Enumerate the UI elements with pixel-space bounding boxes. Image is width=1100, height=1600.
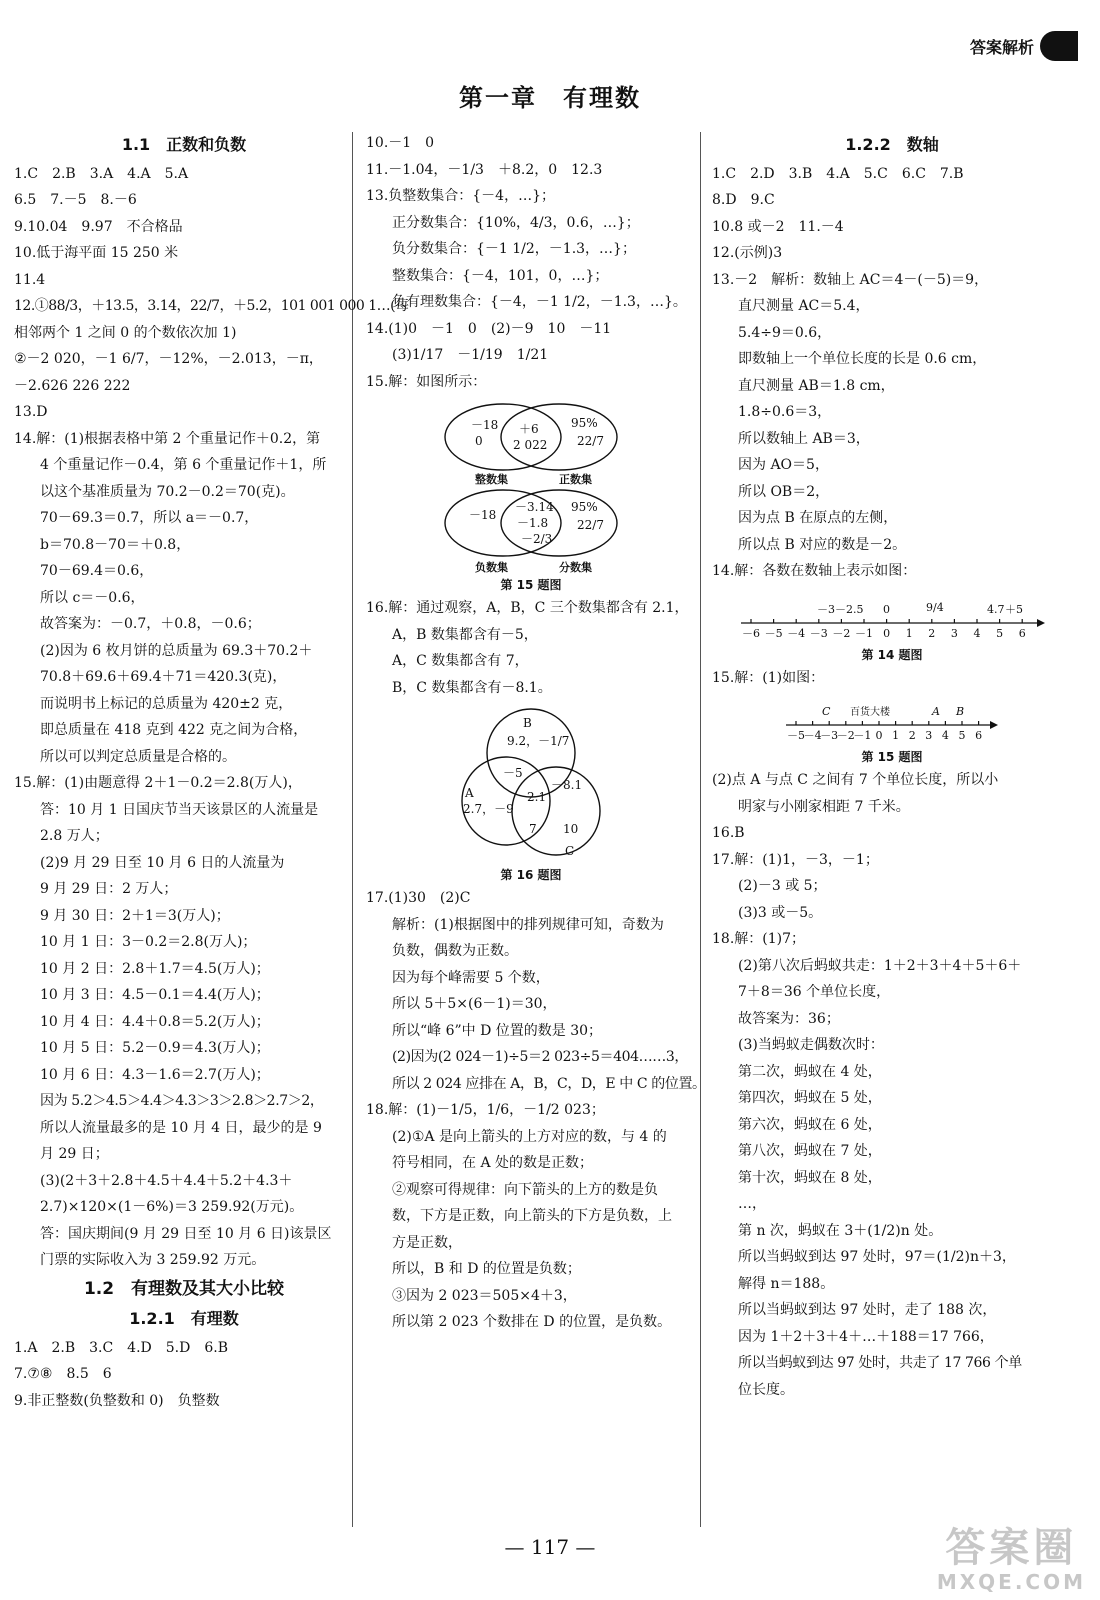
answer-line: 所以可以判定总质量是合格的。 [40,748,236,765]
answer-line: 15.解：如图所示： [366,373,487,390]
answer-line: 16.B [712,825,745,841]
venn3-b-only: 9.2，－1/7 [507,734,570,748]
answer-line: 解得 n＝188。 [738,1275,835,1292]
answer-line: 13.负整数集合：{－4，…}； [366,188,555,204]
figure-caption-15: 第 15 题图 [500,578,562,592]
axis-tick-label: 2 [908,729,916,742]
answer-line: 即数轴上一个单位长度的长是 0.6 cm， [738,351,987,367]
chapter-title: 第一章 有理数 [459,84,641,112]
answer-line: 第二次，蚂蚁在 4 处， [738,1063,882,1080]
answer-line: 2.8 万人； [40,828,109,844]
answer-line: 2.7)×120×(1－6%)＝3 259.92(万元)。 [40,1199,304,1215]
nl14-mark: 4.7 [987,602,1005,616]
answer-line: 15.解：(1)如图： [712,669,825,686]
answer-line: 所以当蚂蚁到达 97 处时，共走了 17 766 个单 [738,1355,1022,1371]
nl15-point-c: C [822,705,831,718]
venn3-abc: 2.1 [527,790,547,804]
venn3-c-only: 10 [563,822,579,836]
answer-line: 明家与小刚家相距 7 千米。 [738,798,910,815]
answer-line: 相邻两个 1 之间 0 的个数依次加 1) [14,324,237,341]
answer-line: 数，下方是正数，向上箭头的下方是负数，上 [392,1208,672,1224]
answer-line: 8.D 9.C [712,192,775,208]
venn1-label-left: 整数集 [475,473,508,486]
answer-line: 1.C 2.D 3.B 4.A 5.C 6.C 7.B [712,165,964,182]
axis-tick-label: －5 [787,729,805,742]
figure-caption-16: 第 16 题图 [500,868,562,882]
venn2-middle-value: －3.14 [515,500,554,514]
venn2-label-left: 负数集 [475,561,508,574]
answer-line: 9 月 30 日：2＋1＝3(万人)； [40,907,230,924]
answer-line: (2)－3 或 5； [738,878,827,894]
answer-line: 17.解：(1)1，－3，－1； [712,851,879,868]
answer-line: 9.非正整数(负整数和 0) 负整数 [14,1392,220,1409]
answer-line: A，C 数集都含有 7， [392,653,529,669]
axis-tick-label: 3 [925,729,933,742]
axis-tick-label: 1 [905,626,913,640]
answer-line: 18.解：(1)－1/5，1/6，－1/2 023； [366,1102,605,1118]
answer-line: 所以点 B 对应的数是－2。 [738,536,907,553]
venn2-label-right: 分数集 [559,561,592,574]
answer-line: 12.(示例)3 [712,245,783,261]
answer-line: 故答案为：36； [738,1010,840,1027]
nl15-point-a: A [932,705,940,718]
answer-line: 9.10.04 9.97 不合格品 [14,218,183,235]
axis-tick-label: －4 [787,626,806,640]
answer-line: 70－69.3＝0.7，所以 a＝－0.7， [40,510,259,526]
axis-tick-label: －5 [764,626,783,640]
answer-line: (2)点 A 与点 C 之间有 7 个单位长度，所以小 [712,772,999,788]
figure-caption-14: 第 14 题图 [861,647,923,662]
venn1-left-value: 0 [475,434,483,448]
axis-tick-label: 6 [975,729,983,742]
answer-line: …， [738,1196,766,1212]
watermark-logo [937,1526,1086,1594]
answer-line: 而说明书上标记的总质量为 420±2 克， [40,695,293,712]
answer-line: 第六次，蚂蚁在 6 处， [738,1116,882,1133]
answer-line: 第四次，蚂蚁在 5 处， [738,1090,882,1106]
axis-tick-label: －2 [836,729,855,742]
venn3-bc: －8.1 [551,778,583,792]
answer-line: 即总质量在 418 克到 422 克之间为合格， [40,722,308,738]
header-tab-mark [1040,31,1078,61]
answer-line: 11.4 [14,271,46,288]
running-header [970,30,1078,62]
axis-tick-label: 0 [883,626,891,640]
answer-line: 7＋8＝36 个单位长度， [738,984,891,1000]
answer-line: 负有理数集合：{－4，－1 1/2，－1.3，…}。 [392,294,687,310]
answer-line: 10 月 1 日：3－0.2＝2.8(万人)； [40,934,257,950]
section-heading-1-2-1: 1.2.1 有理数 [129,1309,239,1328]
answer-line: 因为 AO＝5， [738,457,829,473]
answer-line: 13.D [14,404,48,420]
answer-line: (2)因为(2 024－1)÷5＝2 023÷5＝404……3， [392,1049,688,1065]
answer-line: 符号相同，在 A 处的数是正数； [392,1155,594,1171]
column-3 [712,130,1072,1403]
header-label: 答案解析 [969,37,1034,57]
answer-line: 10 月 6 日：4.3－1.6＝2.7(万人)； [40,1066,270,1083]
answer-line: 14.(1)0 －1 0 (2)－9 10 －11 [366,320,612,337]
answer-line: 所以人流量最多的是 10 月 4 日，最少的是 9 [40,1119,322,1136]
axis-tick-label: －4 [803,729,822,742]
column-divider-2 [700,132,701,1527]
answer-line: 10 月 2 日：2.8＋1.7＝4.5(万人)； [40,960,270,977]
section-heading-1-2: 1.2 有理数及其大小比较 [83,1278,285,1299]
answer-line: 方是正数， [392,1234,462,1251]
figure-caption-15b: 第 15 题图 [861,750,923,764]
col1-answers [14,161,409,1274]
answer-line: 第八次，蚂蚁在 7 处， [738,1143,882,1159]
answer-line: 所以 2 024 应排在 A，B，C，D，E 中 C 的位置。 [392,1075,706,1092]
venn1-middle-value: ＋6 [519,422,539,436]
answer-line: 直尺测量 AB＝1.8 cm， [738,377,895,394]
answer-line: 答：10 月 1 日国庆节当天该景区的人流量是 [40,801,319,818]
venn-diagram-15 [441,399,621,575]
axis-tick-label: 5 [958,729,966,742]
answer-line: 17.(1)30 (2)C [366,890,471,906]
answer-line: (2)因为 6 枚月饼的总质量为 69.3＋70.2＋ [40,642,313,659]
column-2 [366,130,706,1336]
answer-line: 所以第 2 023 个数排在 D 的位置，是负数。 [392,1314,672,1330]
axis-tick-label: 4 [973,626,981,640]
answer-line: 解析：(1)根据图中的排列规律可知，奇数为 [392,916,664,933]
answer-line: 所以 OB＝2， [738,483,830,500]
section-heading-1-1: 1.1 正数和负数 [121,135,247,154]
axis-tick-label: 2 [928,626,936,640]
answer-line: 11.－1.04，－1/3 ＋8.2，0 12.3 [366,161,603,178]
answer-line: ②－2 020，－1 6/7，－12%，－2.013̇，－π， [14,351,323,367]
nl15-point-store: 百货大楼 [850,707,890,718]
answer-line: 16.解：通过观察，A，B，C 三个数集都含有 2.1， [366,600,689,616]
number-line-15 [782,695,1002,747]
page-number: — 117 — [504,1535,596,1559]
answer-line: 位长度。 [738,1381,794,1398]
venn3-ac: 7 [529,822,537,836]
column-1 [14,130,409,1414]
venn-diagram-16 [451,705,611,865]
answer-line: 70－69.4＝0.6， [40,563,154,579]
answer-line: 负数，偶数为正数。 [392,943,518,959]
answer-line: (3)当蚂蚁走偶数次时： [738,1037,884,1053]
number-line-14 [737,589,1047,645]
answer-line: 10.8 或－2 11.－4 [712,218,844,235]
answer-line: (3)1/17 －1/19 1/21 [392,347,549,363]
answer-line: 故答案为：－0.7，＋0.8，－0.6； [40,616,261,632]
axis-tick-label: －3 [809,626,828,640]
nl14-mark: －3 [817,602,835,616]
answer-line: ③因为 2 023＝505×4＋3， [392,1287,577,1304]
answer-line: 6.5 7.－5 8.－6 [14,192,137,208]
answer-line: (3)3 或－5。 [738,904,823,921]
venn3-ab: －5 [503,766,523,780]
venn1-middle-value: 2 022 [513,438,548,452]
answer-line: 所以当蚂蚁到达 97 处时，97＝(1/2)n＋3， [738,1249,1016,1265]
answer-line: 10 月 4 日：4.4＋0.8＝5.2(万人)； [40,1013,270,1030]
axis-tick-label: 3 [950,626,958,640]
answer-line: 1.8÷0.6＝3， [738,404,832,420]
answer-line: 14.解：各数在数轴上表示如图： [712,563,917,579]
venn2-right-value: 22/7 [577,518,604,532]
answer-line: 答：国庆期间(9 月 29 日至 10 月 6 日)该景区 [40,1225,332,1242]
answer-line: 以这个基准质量为 70.2－0.2＝70(克)。 [40,483,295,500]
answer-line: (2)9 月 29 日至 10 月 6 日的人流量为 [40,854,285,871]
answer-line: 所以 c＝－0.6， [40,589,145,606]
answer-line: 5.4÷9＝0.6， [738,324,832,341]
answer-line: －2.626 226 222 [14,377,131,394]
answer-line: 13.－2 解析：数轴上 AC＝4－(－5)＝9， [712,271,989,288]
answer-line: (2)第八次后蚂蚁共走：1＋2＋3＋4＋5＋6＋ [738,957,1022,974]
answer-line: 10 月 5 日：5.2－0.9＝4.3(万人)； [40,1040,270,1056]
answer-line: (2)①A 是向上箭头的上方对应的数，与 4 的 [392,1128,667,1145]
venn2-right-value: 95% [571,500,598,514]
answer-line: 4 个重量记作－0.4，第 6 个重量记作＋1，所 [40,457,327,473]
axis-tick-label: －1 [853,729,872,742]
answer-line: 10.低于海平面 15 250 米 [14,245,179,261]
nl14-mark: 9/4 [926,600,944,614]
axis-tick-label: 6 [1018,626,1026,640]
axis-tick-label: －3 [820,729,839,742]
answer-line: 因为 5.2＞4.5＞4.4＞4.3＞3＞2.8＞2.7＞2， [40,1093,324,1109]
answer-line: b＝70.8－70＝＋0.8， [40,536,191,553]
answer-line: 第 n 次，蚂蚁在 3＋(1/2)n 处。 [738,1222,943,1239]
section-heading-1-2-2: 1.2.2 数轴 [845,135,939,154]
answer-line: 直尺测量 AC＝5.4， [738,298,870,314]
answer-line: B，C 数集都含有－8.1。 [392,679,552,696]
venn3-label-a: A [465,786,474,800]
axis-tick-label: －2 [832,626,851,640]
axis-tick-label: 1 [892,729,900,742]
venn2-left-value: －18 [469,508,497,522]
axis-tick-label: －1 [855,626,873,640]
answer-line: 12.①88/3，＋13.5，3.14，22/7，＋5.2，101 001 000 1…(每 [14,298,409,314]
venn3-label-c: C [565,844,575,858]
answer-line: 18.解：(1)7； [712,931,806,947]
nl15-point-b: B [956,705,965,718]
answer-line: 门票的实际收入为 3 259.92 万元。 [40,1252,266,1268]
answer-line: 15.解：(1)由题意得 2＋1－0.2＝2.8(万人)， [14,775,302,791]
answer-line: 1.C 2.B 3.A 4.A 5.A [14,165,189,182]
answer-line: 所以数轴上 AB＝3， [738,430,870,447]
venn1-label-right: 正数集 [559,473,592,486]
axis-tick-label: 5 [996,626,1004,640]
nl14-mark: 0 [883,602,890,616]
watermark-text: 答案圈 [945,1525,1078,1571]
answer-line: 月 29 日； [40,1146,109,1162]
answer-line: ②观察可得规律：向下箭头的上方的数是负 [392,1181,658,1198]
answer-line: 因为 1＋2＋3＋4＋…＋188＝17 766， [738,1328,994,1345]
answer-line: 所以“峰 6”中 D 位置的数是 30； [392,1022,603,1039]
watermark-url: MXQE.COM [936,1570,1086,1594]
answer-line: A，B 数集都含有－5， [392,626,538,643]
venn3-a-only: 2.7，－9 [463,802,514,816]
answer-line: 所以当蚂蚁到达 97 处时，走了 188 次， [738,1302,997,1318]
answer-line: 10.－1 0 [366,135,435,151]
answer-line: 1.A 2.B 3.C 4.D 5.D 6.B [14,1339,228,1356]
venn2-middle-value: －1.8 [517,516,549,530]
answer-line: 7.⑦⑧ 8.5 6 [14,1366,112,1382]
answer-line: 14.解：(1)根据表格中第 2 个重量记作＋0.2，第 [14,430,321,447]
venn3-label-b: B [523,716,532,730]
answer-line: (3)(2＋3＋2.8＋4.5＋4.4＋5.2＋4.3＋ [40,1172,293,1189]
answer-line: 因为每个峰需要 5 个数， [392,969,550,986]
answer-line: 70.8＋69.6＋69.4＋71＝420.3(克)， [40,669,287,685]
answer-line: 第十次，蚂蚁在 8 处， [738,1169,882,1186]
answer-line: 正分数集合：{10%，4/3，0.6，…}； [392,214,640,231]
venn1-right-value: 95% [571,416,598,430]
answer-line: 整数集合：{－4，101，0，…}； [392,267,609,284]
answer-line: 10 月 3 日：4.5－0.1＝4.4(万人)； [40,987,270,1003]
answer-line: 负分数集合：{－1 1/2，－1.3，…}； [392,241,636,257]
answer-line: 9 月 29 日：2 万人； [40,881,178,897]
axis-tick-label: －6 [742,626,760,640]
venn2-middle-value: －2/3 [521,532,553,546]
axis-tick-label: 4 [941,729,949,742]
answer-line: 因为点 B 在原点的左侧， [738,510,898,526]
nl14-mark: ＋5 [1005,602,1023,616]
axis-tick-label: 0 [875,729,883,742]
nl14-mark: －2.5 [835,602,864,616]
venn1-left-value: －18 [471,418,499,432]
answer-line: 所以 5＋5×(6－1)＝30， [392,996,557,1012]
answer-line: 所以，B 和 D 的位置是负数； [392,1261,581,1277]
venn1-right-value: 22/7 [577,434,604,448]
